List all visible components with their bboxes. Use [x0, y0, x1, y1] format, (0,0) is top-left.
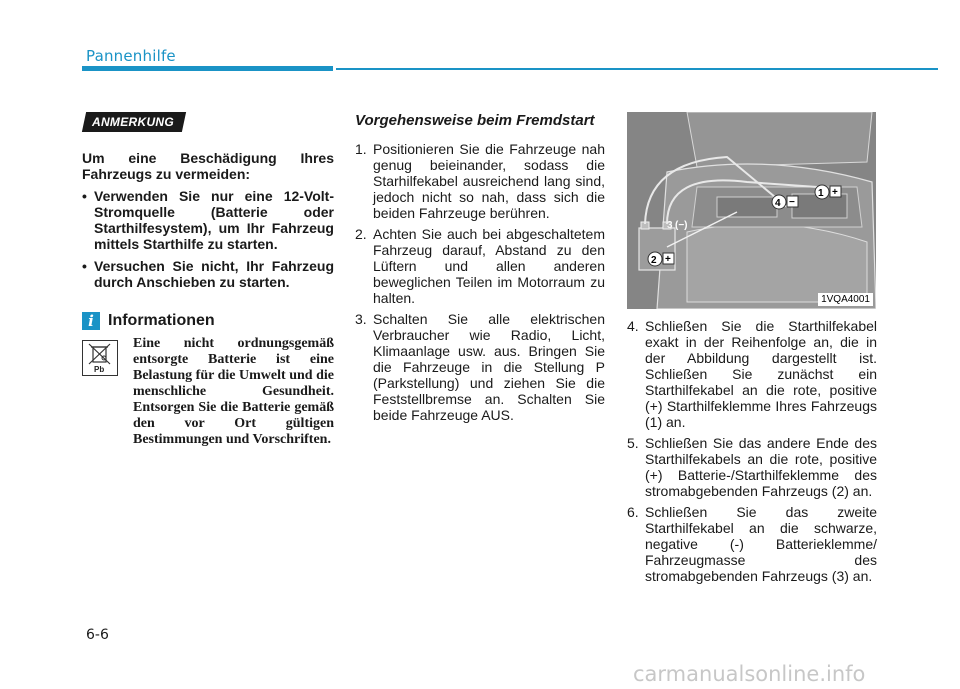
notice-bullet-text: Versuchen Sie nicht, Ihr Fahrzeug durch Anschieben zu starten. — [94, 258, 334, 290]
svg-text:+: + — [832, 187, 838, 198]
procedure-steps-continued — [627, 318, 877, 584]
column-right — [627, 112, 877, 589]
info-body — [82, 336, 334, 448]
procedure-step-text: Schließen Sie das andere Ende des Starthilfekabels an die rote, positive (+) Batterie-/Starthilfeklemme des stromabgebenden Fahrzeugs (2) an. — [645, 435, 877, 499]
svg-text:+: + — [665, 254, 671, 265]
section-title: Pannenhilfe — [86, 47, 176, 65]
notice-bullet: • Versuchen Sie nicht, Ihr Fahrzeug durch Anschieben zu starten. — [82, 258, 334, 290]
page-number: 6-6 — [86, 627, 109, 643]
notice-badge: ANMERKUNG — [82, 112, 186, 132]
header-rule-thin — [336, 68, 938, 70]
svg-text:(−): (−) — [675, 220, 688, 231]
procedure-step: 1. Positionieren Sie die Fahrzeuge nah genug beieinander, sodass die Starhilfekabel ausreichend lang sind, jedoch nicht so nah, dass sich die beiden Fahrzeuge berühren. — [355, 141, 605, 221]
info-icon: i — [82, 312, 100, 330]
watermark: carmanualsonline.info — [633, 662, 866, 686]
procedure-title: Vorgehensweise beim Fremdstart — [355, 112, 595, 129]
label-2: 2 — [651, 255, 657, 266]
label-3: 3 — [667, 220, 673, 231]
crossed-bin-icon — [82, 340, 118, 376]
procedure-step: 2. Achten Sie auch bei abgeschaltetem Fahrzeug darauf, Abstand zu den Lüftern und allen anderen beweglichen Teilen im Motorraum zu halten. — [355, 226, 605, 306]
column-left — [82, 112, 334, 448]
notice-bullet-text: Verwenden Sie nur eine 12-Volt-Stromquelle (Batterie oder Starthilfesystem), um Ihr Fahrzeug mittels Starthilfe zu starten. — [94, 188, 334, 252]
procedure-step-text: Schließen Sie die Starthilfekabel exakt in der Reihenfolge an, die in der Abbildung dargestellt ist. Schließen Sie zunächst ein Starthilfekabel an die rote, positive (+) Starthilfeklemme Ihres Fahrzeugs (1) an. — [645, 318, 877, 430]
jump-start-illustration — [627, 112, 876, 309]
label-4: 4 — [775, 198, 781, 209]
bin-label: Pb — [94, 365, 105, 374]
procedure-step-text: Schalten Sie alle elektrischen Verbraucher wie Radio, Licht, Klimaanlage usw. aus. Bringen Sie die Fahrzeuge in die Stellung P (Parkstellung) und ziehen Sie die Feststellbremse an. Schalten Sie beide Fahrzeuge AUS. — [373, 311, 605, 423]
notice-bullet: • Verwenden Sie nur eine 12-Volt-Stromquelle (Batterie oder Starthilfesystem), um Ihr Fahrzeug mittels Starthilfe zu starten. — [82, 188, 334, 252]
header-rule-thick — [82, 66, 333, 71]
info-text: Eine nicht ordnungsgemäß entsorgte Batterie ist eine Belastung für die Umwelt und die menschliche Gesundheit. Entsorgen Sie die Batterie gemäß den vor Ort gültigen Bestimmungen und Vorschriften. — [133, 336, 334, 447]
procedure-step: 3. Schalten Sie alle elektrischen Verbraucher wie Radio, Licht, Klimaanlage usw. aus. Bringen Sie die Fahrzeuge in die Stellung P (Parkstellung) und ziehen Sie die Feststellbremse an. Schalten Sie beide Fahrzeuge AUS. — [355, 311, 605, 423]
procedure-step-text: Achten Sie auch bei abgeschaltetem Fahrzeug darauf, Abstand zu den Lüftern und allen anderen beweglichen Teilen im Motorraum zu halten. — [373, 226, 605, 306]
notice-intro: Um eine Beschädigung Ihres Fahrzeugs zu vermeiden: — [82, 150, 334, 182]
info-title: Informationen — [108, 312, 215, 329]
procedure-step: 5. Schließen Sie das andere Ende des Starthilfekabels an die rote, positive (+) Batterie-/Starthilfeklemme des stromabgebenden Fahrzeugs (2) an. — [627, 435, 877, 499]
procedure-step: 6. Schließen Sie das zweite Starthilfekabel an die schwarze, negative (-) Batterieklemme/ Fahrzeugmasse des stromabgebenden Fahrzeugs (3) an. — [627, 504, 877, 584]
engine-bay-drawing — [627, 112, 876, 309]
info-heading — [82, 312, 334, 330]
svg-text:−: − — [789, 197, 795, 208]
label-1: 1 — [818, 188, 824, 199]
procedure-steps — [355, 141, 605, 423]
procedure-step-text: Schließen Sie das zweite Starthilfekabel an die schwarze, negative (-) Batterieklemme/ Fahrzeugmasse des stromabgebenden Fahrzeugs (3) an. — [645, 504, 877, 584]
procedure-step-text: Positionieren Sie die Fahrzeuge nah genug beieinander, sodass die Starhilfekabel ausreichend lang sind, jedoch nicht so nah, dass sich die beiden Fahrzeuge berühren. — [373, 141, 605, 221]
column-middle — [355, 112, 605, 428]
figure-code: 1VQA4001 — [818, 293, 873, 306]
procedure-step: 4. Schließen Sie die Starthilfekabel exakt in der Reihenfolge an, die in der Abbildung dargestellt ist. Schließen Sie zunächst ein Starthilfekabel an die rote, positive (+) Starthilfeklemme Ihres Fahrzeugs (1) an. — [627, 318, 877, 430]
